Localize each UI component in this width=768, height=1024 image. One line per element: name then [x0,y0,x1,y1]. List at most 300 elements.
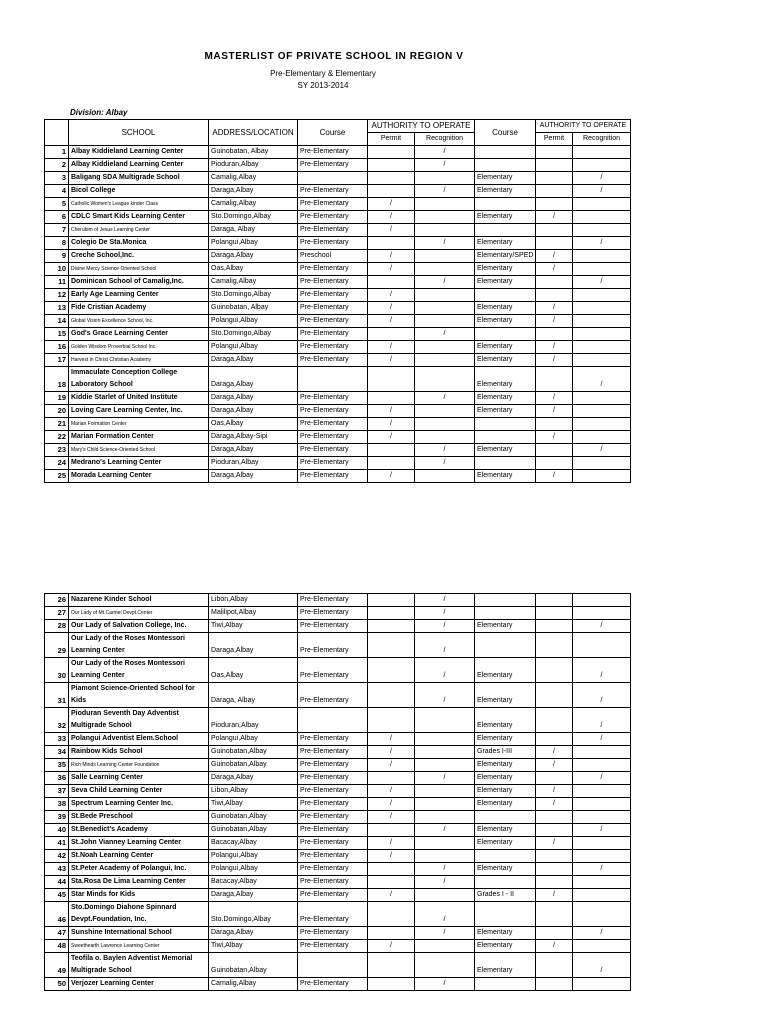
recognition-mark [415,354,475,367]
permit-mark-2 [536,594,573,607]
school-course: Pre-Elementary [298,444,368,457]
recognition-mark [415,798,475,811]
recognition-mark [415,405,475,418]
school-name: Colegio De Sta.Monica [69,237,209,250]
school-name: Salle Learning Center [69,772,209,785]
school-course [298,953,368,978]
school-course-2: Elementary [475,683,536,708]
row-number: 46 [45,902,69,927]
recognition-mark [415,263,475,276]
school-name: Early Age Learning Center [69,289,209,302]
row-number: 9 [45,250,69,263]
school-address: Daraga,Albay [209,354,298,367]
table-row [45,302,631,315]
recognition-mark: / [415,863,475,876]
row-number: 27 [45,607,69,620]
school-address: Polangui,Albay [209,850,298,863]
school-course-2: Elementary [475,405,536,418]
school-course: Pre-Elementary [298,863,368,876]
school-course: Pre-Elementary [298,185,368,198]
school-course-2: Elementary [475,211,536,224]
school-address: Guinobatan,Albay [209,953,298,978]
permit-mark: / [368,798,415,811]
permit-mark-2 [536,927,573,940]
school-course: Pre-Elementary [298,850,368,863]
recognition-mark [415,211,475,224]
table-row [45,759,631,772]
recognition-mark-2 [573,224,631,237]
recognition-mark: / [415,658,475,683]
school-address: Daraga, Albay [209,224,298,237]
recognition-mark [415,289,475,302]
school-course-2: Elementary [475,185,536,198]
recognition-mark [415,953,475,978]
school-name: Piamont Science-Oriented School for Kids [69,683,209,708]
school-address: Camalig,Albay [209,978,298,991]
table-row [45,953,631,978]
permit-mark: / [368,198,415,211]
school-name: Sta.Rosa De Lima Learning Center [69,876,209,889]
table-row [45,185,631,198]
school-course-2: Elementary/SPED [475,250,536,263]
permit-mark [368,328,415,341]
recognition-mark-2: / [573,237,631,250]
recognition-mark [415,341,475,354]
permit-mark-2 [536,658,573,683]
recognition-mark [415,224,475,237]
row-number: 50 [45,978,69,991]
row-number: 18 [45,367,69,392]
recognition-mark-2 [573,159,631,172]
recognition-mark: / [415,146,475,159]
table-row [45,367,631,392]
permit-mark [368,633,415,658]
permit-mark-2 [536,811,573,824]
recognition-mark-2 [573,876,631,889]
permit-mark [368,237,415,250]
recognition-mark-2: / [573,733,631,746]
school-address: Tiwi,Albay [209,798,298,811]
school-name: Medrano's Learning Center [69,457,209,470]
row-number: 32 [45,708,69,733]
school-course-2 [475,811,536,824]
school-address: Oas,Albay [209,658,298,683]
school-address: Daraga, Albay [209,683,298,708]
row-number: 29 [45,633,69,658]
school-address: Guinobatan, Albay [209,302,298,315]
recognition-mark: / [415,594,475,607]
school-course-2 [475,902,536,927]
recognition-mark [415,431,475,444]
school-course-2: Elementary [475,367,536,392]
school-name: Baligang SDA Multigrade School [69,172,209,185]
school-name: St.Peter Academy of Polangui, Inc. [69,863,209,876]
school-course: Pre-Elementary [298,302,368,315]
row-number: 42 [45,850,69,863]
recognition-mark [415,172,475,185]
school-address: Guinobatan,Albay [209,824,298,837]
recognition-mark-2 [573,759,631,772]
permit-mark-2: / [536,341,573,354]
col-recognition-2: Recognition [573,133,631,146]
permit-mark-2: / [536,250,573,263]
permit-mark-2 [536,824,573,837]
school-course-2: Elementary [475,824,536,837]
recognition-mark: / [415,927,475,940]
permit-mark [368,953,415,978]
school-year: SY 2013-2014 [297,81,349,90]
school-address: Tiwi,Albay [209,620,298,633]
permit-mark: / [368,315,415,328]
table-row [45,211,631,224]
school-address: Daraga,Albay [209,405,298,418]
school-address: Polangui,Albay [209,341,298,354]
school-address: Daraga,Albay [209,250,298,263]
school-address: Polangui,Albay [209,733,298,746]
permit-mark-2 [536,978,573,991]
school-address: Pioduran,Albay [209,457,298,470]
permit-mark: / [368,811,415,824]
school-course-2 [475,224,536,237]
school-course: Pre-Elementary [298,392,368,405]
school-address: Guinobatan,Albay [209,746,298,759]
school-table-page-2 [44,593,631,991]
permit-mark [368,392,415,405]
permit-mark-2: / [536,940,573,953]
school-course: Pre-Elementary [298,405,368,418]
table-row [45,811,631,824]
row-number: 36 [45,772,69,785]
table-row [45,198,631,211]
school-name: Albay Kiddieland Learning Center [69,159,209,172]
col-recognition: Recognition [415,133,475,146]
permit-mark [368,159,415,172]
permit-mark-2: / [536,470,573,483]
row-number: 17 [45,354,69,367]
permit-mark-2 [536,328,573,341]
table-row [45,850,631,863]
col-school: SCHOOL [69,120,209,146]
school-course-2: Elementary [475,953,536,978]
school-course-2 [475,978,536,991]
recognition-mark [415,889,475,902]
permit-mark-2 [536,708,573,733]
permit-mark: / [368,418,415,431]
col-permit: Permit [368,133,415,146]
permit-mark-2: / [536,837,573,850]
col-course-2: Course [475,120,536,146]
school-address: Polangui,Albay [209,315,298,328]
school-course: Pre-Elementary [298,759,368,772]
table-row [45,470,631,483]
recognition-mark [415,315,475,328]
school-name: Golden Wisdom Proverbial School Inc. [69,341,209,354]
recognition-mark-2 [573,392,631,405]
school-name: St.Bede Preschool [69,811,209,824]
permit-mark [368,457,415,470]
school-name: Bicol College [69,185,209,198]
table-row [45,746,631,759]
school-course: Preschool [298,250,368,263]
school-address: Daraga,Albay-Sipi [209,431,298,444]
recognition-mark: / [415,392,475,405]
permit-mark-2 [536,953,573,978]
school-course-2 [475,418,536,431]
recognition-mark [415,367,475,392]
recognition-mark: / [415,683,475,708]
row-number: 30 [45,658,69,683]
recognition-mark-2: / [573,708,631,733]
row-number: 13 [45,302,69,315]
page-title: MASTERLIST OF PRIVATE SCHOOL IN REGION V [204,51,464,62]
school-course: Pre-Elementary [298,837,368,850]
school-address: Daraga,Albay [209,470,298,483]
recognition-mark-2 [573,198,631,211]
school-course [298,172,368,185]
row-number: 43 [45,863,69,876]
recognition-mark: / [415,978,475,991]
school-address: Daraga,Albay [209,367,298,392]
col-address: ADDRESS/LOCATION [209,120,298,146]
table-row [45,708,631,733]
table-row [45,798,631,811]
school-name: St.Noah Learning Center [69,850,209,863]
table-row [45,658,631,683]
col-course: Course [298,120,368,146]
school-course-2: Elementary [475,733,536,746]
school-course: Pre-Elementary [298,211,368,224]
school-course: Pre-Elementary [298,354,368,367]
table-row [45,418,631,431]
school-name: Marian Formation Center [69,418,209,431]
school-address: Daraga,Albay [209,444,298,457]
table-row [45,863,631,876]
school-address: Guinobatan, Albay [209,146,298,159]
row-number: 35 [45,759,69,772]
row-number: 5 [45,198,69,211]
recognition-mark-2 [573,798,631,811]
row-number: 2 [45,159,69,172]
school-name: Our Lady of Salvation College, Inc. [69,620,209,633]
recognition-mark-2: / [573,367,631,392]
table-row [45,172,631,185]
permit-mark [368,658,415,683]
row-number: 11 [45,276,69,289]
permit-mark-2 [536,772,573,785]
table-row [45,250,631,263]
school-address: Pioduran,Albay [209,159,298,172]
recognition-mark-2 [573,405,631,418]
recognition-mark: / [415,444,475,457]
school-address: Daraga,Albay [209,633,298,658]
permit-mark-2 [536,457,573,470]
school-address: Libon,Albay [209,785,298,798]
table-row [45,159,631,172]
recognition-mark-2 [573,470,631,483]
table-row [45,405,631,418]
permit-mark: / [368,889,415,902]
school-course: Pre-Elementary [298,785,368,798]
school-course-2 [475,328,536,341]
table-row [45,785,631,798]
permit-mark [368,772,415,785]
permit-mark [368,927,415,940]
permit-mark-2: / [536,302,573,315]
permit-mark: / [368,733,415,746]
school-name: Sweethearth Lawrence Learning Center [69,940,209,953]
row-number: 31 [45,683,69,708]
row-number: 10 [45,263,69,276]
permit-mark: / [368,837,415,850]
permit-mark-2 [536,276,573,289]
school-course: Pre-Elementary [298,224,368,237]
recognition-mark [415,759,475,772]
permit-mark [368,876,415,889]
school-course: Pre-Elementary [298,811,368,824]
col-permit-2: Permit [536,133,573,146]
row-number: 7 [45,224,69,237]
school-course-2: Elementary [475,772,536,785]
row-number: 20 [45,405,69,418]
school-name: Marian Formation Center [69,431,209,444]
school-address: Daraga,Albay [209,185,298,198]
row-number: 3 [45,172,69,185]
school-course-2: Elementary [475,276,536,289]
school-name: Loving Care Learning Center, Inc. [69,405,209,418]
recognition-mark-2 [573,746,631,759]
recognition-mark [415,785,475,798]
permit-mark [368,863,415,876]
recognition-mark: / [415,772,475,785]
permit-mark: / [368,470,415,483]
table-row [45,444,631,457]
table-row [45,392,631,405]
school-course: Pre-Elementary [298,889,368,902]
school-name: St.John Vianney Learning Center [69,837,209,850]
table-row [45,978,631,991]
school-name: Fide Cristian Academy [69,302,209,315]
school-name: Sunshine International School [69,927,209,940]
school-course: Pre-Elementary [298,658,368,683]
permit-mark-2 [536,733,573,746]
school-course-2 [475,289,536,302]
table-row [45,328,631,341]
recognition-mark-2 [573,940,631,953]
recognition-mark-2 [573,354,631,367]
school-course-2: Elementary [475,798,536,811]
table-row [45,940,631,953]
permit-mark-2: / [536,889,573,902]
row-number: 8 [45,237,69,250]
permit-mark-2 [536,444,573,457]
permit-mark-2: / [536,263,573,276]
permit-mark [368,708,415,733]
school-course: Pre-Elementary [298,633,368,658]
table-row [45,276,631,289]
school-course-2 [475,594,536,607]
permit-mark-2 [536,683,573,708]
permit-mark-2 [536,418,573,431]
school-address: Bacacay,Albay [209,837,298,850]
school-course: Pre-Elementary [298,457,368,470]
recognition-mark [415,708,475,733]
school-course: Pre-Elementary [298,940,368,953]
school-name: Seva Child Learning Center [69,785,209,798]
school-address: Sto.Domingo,Albay [209,902,298,927]
school-course: Pre-Elementary [298,607,368,620]
school-name: Sto.Domingo Diahone Spinnard Devpt.Foundation, Inc. [69,902,209,927]
recognition-mark [415,850,475,863]
table-row [45,263,631,276]
school-course: Pre-Elementary [298,328,368,341]
school-course-2 [475,850,536,863]
school-course-2: Elementary [475,837,536,850]
row-number: 4 [45,185,69,198]
permit-mark [368,185,415,198]
recognition-mark-2 [573,811,631,824]
school-course: Pre-Elementary [298,927,368,940]
col-authority-2: AUTHORITY TO OPERATE [536,120,631,133]
recognition-mark-2 [573,146,631,159]
recognition-mark-2 [573,431,631,444]
table-row [45,341,631,354]
permit-mark-2 [536,620,573,633]
recognition-mark [415,198,475,211]
permit-mark-2 [536,607,573,620]
recognition-mark: / [415,159,475,172]
permit-mark [368,824,415,837]
table-row [45,289,631,302]
permit-mark-2: / [536,759,573,772]
school-course: Pre-Elementary [298,733,368,746]
permit-mark: / [368,850,415,863]
recognition-mark [415,470,475,483]
table-row [45,594,631,607]
school-course: Pre-Elementary [298,902,368,927]
permit-mark-2 [536,159,573,172]
table-row [45,772,631,785]
permit-mark-2 [536,850,573,863]
school-address: Sto.Domingo,Albay [209,211,298,224]
recognition-mark-2 [573,978,631,991]
permit-mark: / [368,354,415,367]
school-address: Tiwi,Albay [209,940,298,953]
permit-mark-2 [536,237,573,250]
school-course: Pre-Elementary [298,263,368,276]
school-name: Spectrum Learning Center Inc. [69,798,209,811]
recognition-mark-2: / [573,772,631,785]
recognition-mark-2 [573,457,631,470]
recognition-mark-2: / [573,185,631,198]
recognition-mark [415,940,475,953]
table-row [45,146,631,159]
permit-mark-2 [536,863,573,876]
row-number: 34 [45,746,69,759]
row-number: 19 [45,392,69,405]
recognition-mark: / [415,633,475,658]
row-number: 37 [45,785,69,798]
school-course: Pre-Elementary [298,315,368,328]
recognition-mark-2: / [573,444,631,457]
school-course-2 [475,457,536,470]
school-course: Pre-Elementary [298,746,368,759]
school-address: Malilipot,Albay [209,607,298,620]
recognition-mark-2: / [573,824,631,837]
school-course-2 [475,146,536,159]
school-name: Morada Learning Center [69,470,209,483]
row-number: 24 [45,457,69,470]
permit-mark: / [368,224,415,237]
